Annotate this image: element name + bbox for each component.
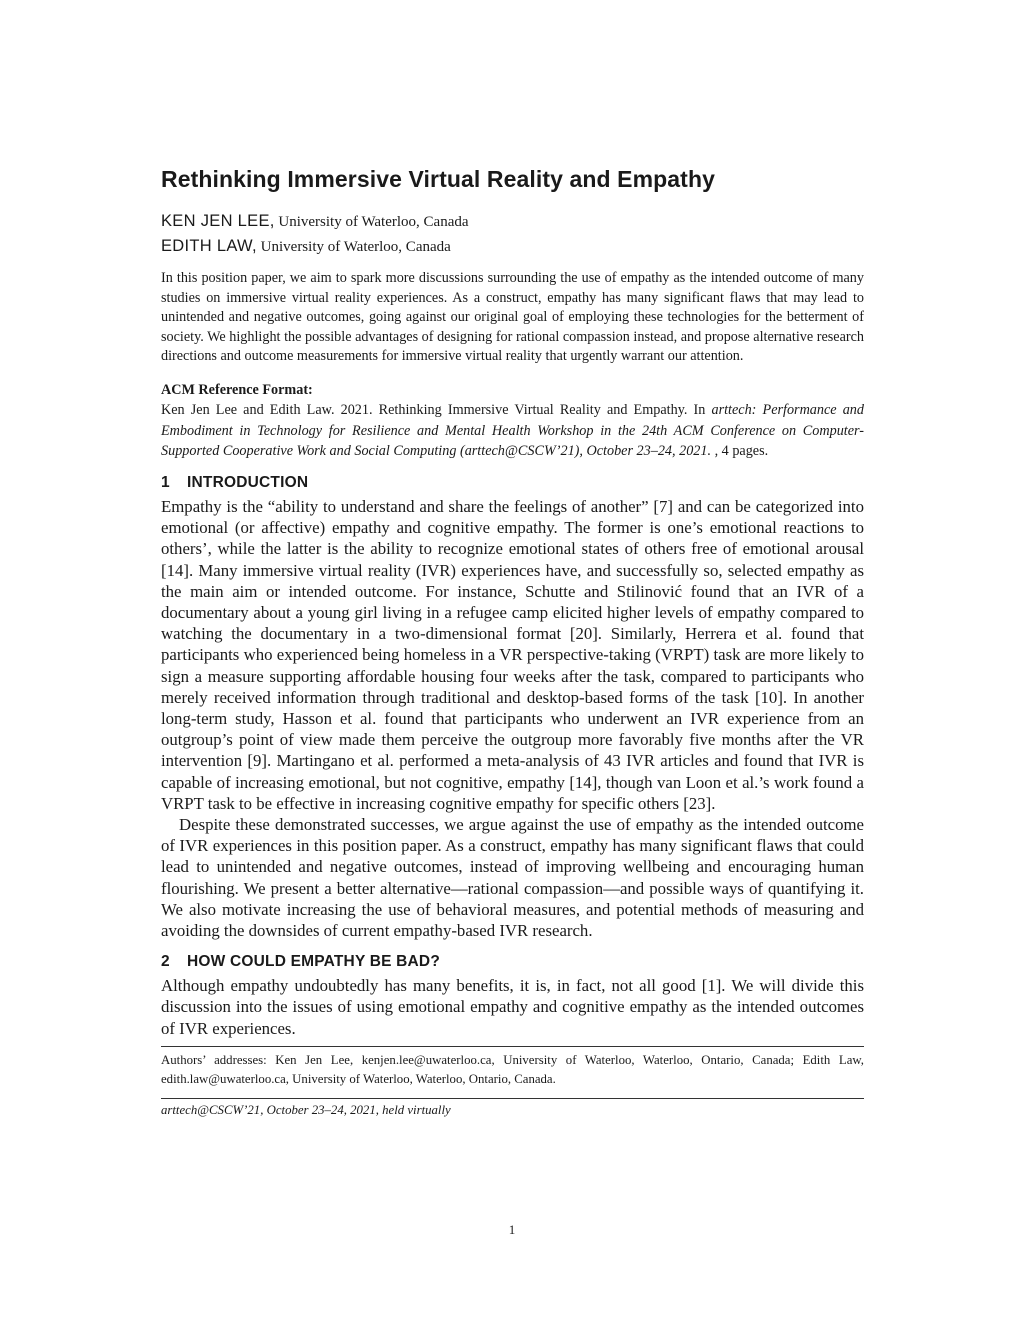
paragraph: Empathy is the “ability to understand and share the feelings of another” [7] and can be categorized into emotional (or affective) empathy and cognitive empathy. The former is one’s emotional reactions to others’, while the latter is the ability to recognize emotional states of others free of emotional arousal [14]. Many immersive virtual reality (IVR) experiences have, and successfully so, selected empathy as the main aim or intended outcome. For instance, Schutte and Stilinović found that an IVR of a documentary about a young girl living in a refugee camp elicited higher levels of empathy compared to watching the documentary in a two-dimensional format [20]. Similarly, Herrera et al. found that participants who experienced being homeless in a VR perspective-taking (VRPT) task are more likely to sign a measure supporting affordable housing four weeks after the task, compared to participants who merely received information through traditional and desktop-based forms of the task [10]. In another long-term study, Hasson et al. found that participants who underwent an IVR experience from an outgroup’s point of view made them perceive the outgroup more favorably five months after the VR intervention [9]. Martingano et al. performed a meta-analysis of 43 IVR articles and found that IVR is capable of increasing emotional, but not cognitive, empathy [14], though van Loon et al.’s work found a VRPT task to be effective in increasing cognitive empathy for specific others [23]. [161,496,864,813]
section-heading-introduction [161,474,864,492]
author-line [161,209,864,234]
paragraph: Although empathy undoubtedly has many benefits, it is, in fact, not all good [1]. We will divide this discussion into the issues of using emotional empathy and cognitive empathy as the intended outcomes of IVR experiences. [161,976,864,1038]
page-number: 1 [508,1222,516,1237]
author-name: EDITH LAW, [161,237,257,255]
reference-prefix: Ken Jen Lee and Edith Law. 2021. Rethinking Immersive Virtual Reality and Empathy. In [161,402,712,419]
section-number: 1 [161,473,170,491]
paper-page [161,166,864,1118]
abstract: In this position paper, we aim to spark more discussions surrounding the use of empathy as the intended outcome of many studies on immersive virtual reality experiences. As a construct, empathy has many significant flaws that may lead to unintended and negative outcomes, going against our original goal of employing these technologies for the betterment of society. We highlight the possible advantages of designing for rational compassion instead, and propose alternative research directions and outcome measurements for immersive virtual reality that urgently warrant our attention. [161,270,864,365]
author-line [161,234,864,259]
author-name: KEN JEN LEE, [161,212,275,230]
authors-addresses-footnote: Authors’ addresses: Ken Jen Lee, kenjen.lee@uwaterloo.ca, University of Waterloo, Waterloo, Ontario, Canada; Edith Law, edith.law@uwaterloo.ca, University of Waterloo, Waterloo, Ontario, Canada. [161,1052,864,1086]
paper-title: Rethinking Immersive Virtual Reality and Empathy [161,166,715,192]
author-affiliation: University of Waterloo, Canada [256,239,451,255]
reference-venue: arttech: Performance and Embodiment in Technology for Resilience and Mental Health Workshop in the 24th ACM Conference on Computer-Supported Cooperative Work and Social Computing (arttech@CSCW’21), October 23–24, 2021. [161,402,864,460]
venue-line: arttech@CSCW’21, October 23–24, 2021, held virtually [161,1102,451,1117]
acm-reference-heading: ACM Reference Format: [161,382,313,399]
section-heading-empathy-bad [161,953,864,971]
reference-suffix: , 4 pages. [711,443,769,460]
author-affiliation: University of Waterloo, Canada [274,214,469,230]
section-number: 2 [161,953,170,971]
paragraph: Despite these demonstrated successes, we argue against the use of empathy as the intended outcome of IVR experiences in this position paper. As a construct, empathy has many significant flaws that could lead to unintended and negative outcomes, instead of improving wellbeing and encouraging human flourishing. We present a better alternative—rational compassion—and possible ways of quantifying it. We also motivate increasing the use of behavioral measures, and potential methods of measuring and avoiding the downsides of current empathy-based IVR research. [161,814,864,940]
section-title: INTRODUCTION [187,473,309,491]
section-title: HOW COULD EMPATHY BE BAD? [187,953,440,971]
acm-reference-text [161,400,864,462]
